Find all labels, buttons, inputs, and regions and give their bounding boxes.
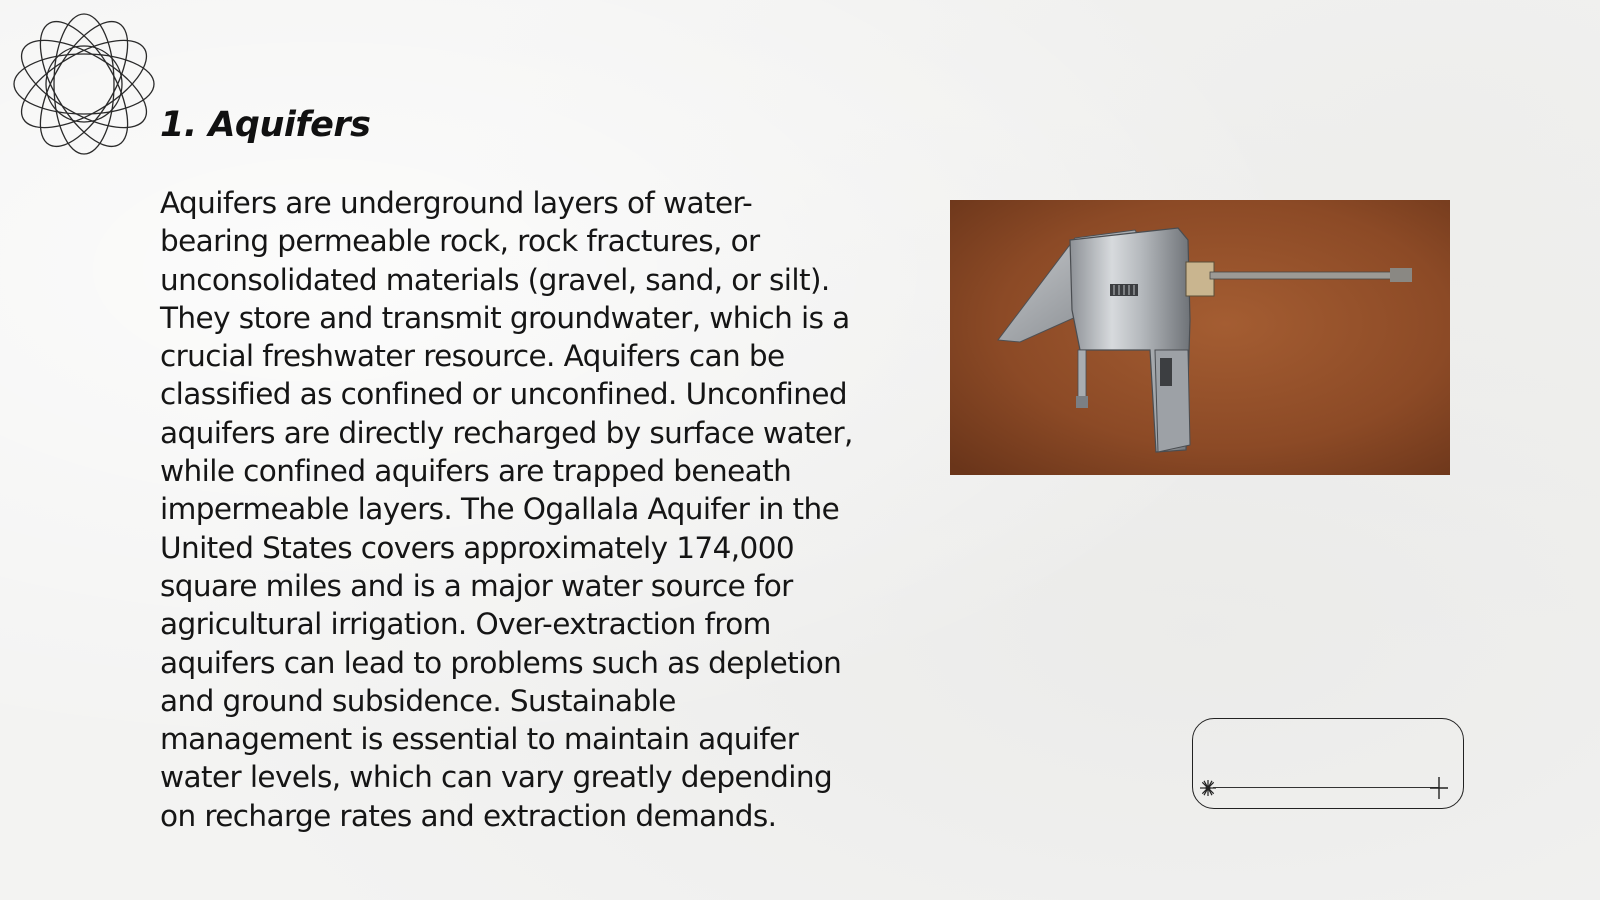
metal-part-photo: [950, 200, 1450, 475]
body-paragraph: Aquifers are underground layers of water-bearing permeable rock, rock fractures, or unconsolidated materials (gravel, sand, or silt). They store and transmit groundwater, which is a crucial freshwater resource. Aquifers can be classified as confined or unconfined. Unconfined aquifers are directly recharged by surface water, while confined aquifers are trapped beneath impermeable layers. The Ogallala Aquifer in the United States covers approximately 174,000 square miles and is a major water source for agricultural irrigation. Over-extraction from aquifers can lead to problems such as depletion and ground subsidence. Sustainable management is essential to maintain aquifer water levels, which can vary greatly depending on recharge rates and extraction demands.: [160, 186, 853, 833]
slide-title: 1. Aquifers: [160, 105, 371, 145]
divider-line: [1213, 787, 1439, 788]
plus-cross-icon: [1429, 776, 1449, 800]
overlapping-circles-icon: [8, 8, 160, 160]
callout-box: [1192, 718, 1464, 809]
starburst-icon: [1199, 779, 1217, 797]
